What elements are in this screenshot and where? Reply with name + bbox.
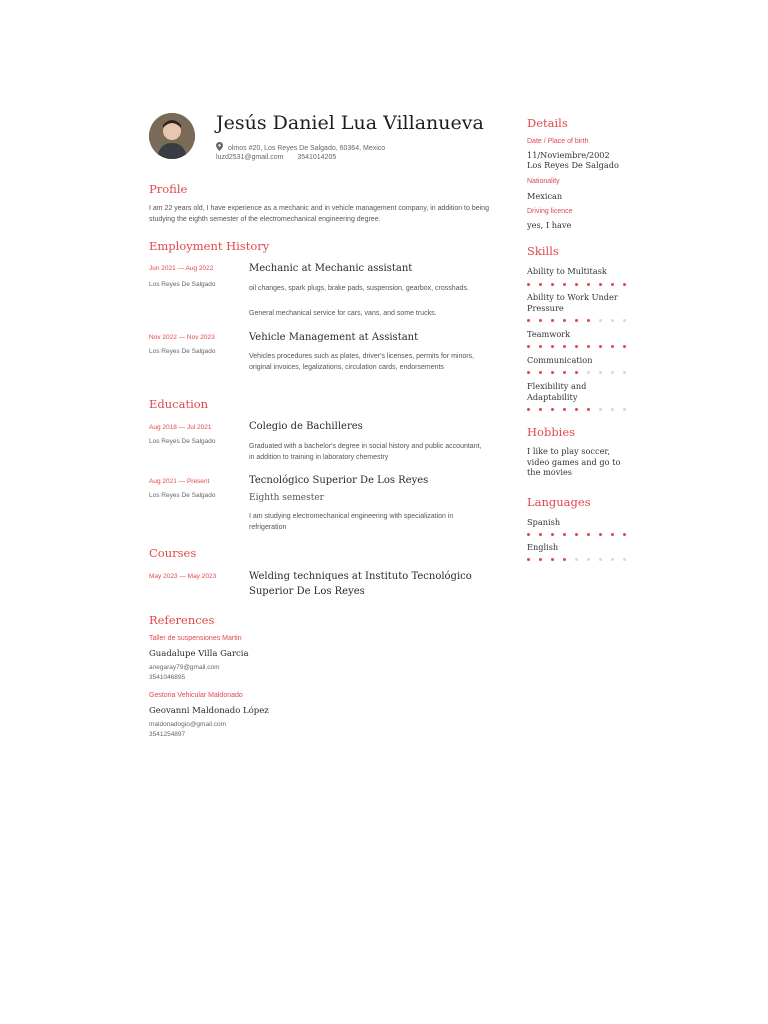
job-title: Mechanic at Mechanic assistant [249, 263, 413, 274]
hobbies-heading: Hobbies [527, 425, 576, 439]
level-dot [623, 533, 626, 536]
level-dot [575, 371, 578, 374]
language-name: English [527, 542, 559, 552]
level-dot [551, 319, 554, 322]
skill-level [527, 345, 627, 349]
level-dot [575, 408, 578, 411]
birth-date: 11/Noviembre/2002 [527, 150, 610, 160]
reference-phone: 3541046895 [149, 674, 186, 681]
reference-company: Taller de suspensiones Martin [149, 635, 242, 642]
level-dot [527, 319, 530, 322]
hobbies-text: I like to play soccer, video games and go to the movies [527, 446, 621, 477]
level-dot [599, 283, 602, 286]
level-dot [611, 345, 614, 348]
skill-name: Teamwork [527, 329, 571, 339]
reference-company: Gestoria Vehicular Maldonado [149, 692, 243, 699]
address-line [216, 142, 385, 152]
level-dot [527, 558, 530, 561]
employment-heading: Employment History [149, 239, 270, 253]
level-dot [623, 371, 626, 374]
job-description: Vehicles procedures such as plates, driver's licenses, permits for minors, original invoices, legalizations, circulation cards, endorsements [249, 353, 475, 371]
level-dot [539, 319, 542, 322]
licence-label: Driving licence [527, 208, 573, 215]
level-dot [527, 345, 530, 348]
level-dot [551, 371, 554, 374]
education-school: Colegio de Bachilleres [249, 421, 363, 432]
language-name: Spanish [527, 517, 561, 527]
courses-heading: Courses [149, 546, 197, 560]
skills-heading: Skills [527, 244, 559, 258]
level-dot [539, 533, 542, 536]
course-dates: May 2023 — May 2023 [149, 573, 217, 580]
phone-text: 3541014205 [297, 154, 337, 161]
level-dot [599, 533, 602, 536]
level-dot [611, 558, 614, 561]
level-dot [539, 283, 542, 286]
skill-level [527, 283, 627, 287]
job-description: oil changes, spark plugs, brake pads, suspension, gearbox, crosshads. [249, 285, 469, 292]
level-dot [623, 345, 626, 348]
language-level [527, 558, 627, 562]
level-dot [587, 558, 590, 561]
contact-line [216, 154, 336, 161]
level-dot [611, 408, 614, 411]
level-dot [539, 371, 542, 374]
reference-email: maldonadogio@gmail.com [149, 721, 227, 728]
level-dot [539, 558, 542, 561]
level-dot [599, 345, 602, 348]
level-dot [563, 283, 566, 286]
level-dot [623, 319, 626, 322]
level-dot [575, 283, 578, 286]
licence-value: yes, I have [527, 220, 572, 230]
course-title-cont: Superior De Los Reyes [249, 586, 365, 597]
skill-name: Flexibility and Adaptability [527, 381, 587, 402]
education-city: Los Reyes De Salgado [149, 492, 216, 499]
level-dot [527, 283, 530, 286]
skill-name: Communication [527, 355, 593, 365]
level-dot [551, 408, 554, 411]
job-description: General mechanical service for cars, vans, and some trucks. [249, 310, 437, 317]
avatar [149, 113, 195, 159]
reference-email: anegaray79@gmail.com [149, 664, 220, 671]
job-dates: Jun 2021 — Aug 2022 [149, 265, 214, 272]
level-dot [575, 319, 578, 322]
nationality-value: Mexican [527, 191, 563, 201]
languages-heading: Languages [527, 495, 591, 509]
level-dot [587, 408, 590, 411]
nationality-label: Nationality [527, 178, 560, 185]
level-dot [575, 345, 578, 348]
level-dot [587, 345, 590, 348]
education-school: Tecnológico Superior De Los Reyes [249, 475, 429, 486]
education-city: Los Reyes De Salgado [149, 438, 216, 445]
level-dot [539, 345, 542, 348]
level-dot [551, 558, 554, 561]
level-dot [527, 533, 530, 536]
level-dot [563, 408, 566, 411]
level-dot [563, 533, 566, 536]
level-dot [587, 319, 590, 322]
level-dot [563, 345, 566, 348]
level-dot [623, 283, 626, 286]
job-city: Los Reyes De Salgado [149, 348, 216, 355]
level-dot [527, 408, 530, 411]
level-dot [539, 408, 542, 411]
skill-level [527, 408, 627, 412]
job-dates: Nov 2022 — Nov 2023 [149, 334, 215, 341]
level-dot [599, 558, 602, 561]
reference-person: Guadalupe Villa Garcia [149, 649, 249, 659]
level-dot [551, 345, 554, 348]
job-city: Los Reyes De Salgado [149, 281, 216, 288]
level-dot [527, 371, 530, 374]
level-dot [587, 371, 590, 374]
location-pin-icon [216, 145, 228, 152]
education-dates: Aug 2018 — Jul 2021 [149, 424, 212, 431]
level-dot [587, 533, 590, 536]
reference-person: Geovanni Maldonado López [149, 706, 269, 716]
level-dot [599, 371, 602, 374]
level-dot [551, 283, 554, 286]
education-description: Graduated with a bachelor's degree in social history and public accountant, in addition to training in laboratory chemestry [249, 443, 482, 461]
skill-name: Ability to Multitask [527, 266, 607, 276]
education-subtitle: Eighth semester [249, 493, 324, 503]
level-dot [623, 558, 626, 561]
level-dot [563, 558, 566, 561]
skill-level [527, 371, 627, 375]
birth-label: Date / Place of birth [527, 138, 589, 145]
level-dot [575, 533, 578, 536]
level-dot [611, 371, 614, 374]
skill-name: Ability to Work Under Pressure [527, 292, 618, 313]
level-dot [599, 319, 602, 322]
job-title: Vehicle Management at Assistant [249, 332, 419, 343]
education-heading: Education [149, 397, 209, 411]
level-dot [587, 283, 590, 286]
education-description: I am studying electromechanical engineering with specialization in refrigeration [249, 513, 454, 531]
level-dot [611, 283, 614, 286]
level-dot [623, 408, 626, 411]
language-level [527, 533, 627, 537]
level-dot [563, 371, 566, 374]
level-dot [563, 319, 566, 322]
details-heading: Details [527, 116, 568, 130]
education-dates: Aug 2021 — Present [149, 478, 210, 485]
references-heading: References [149, 613, 215, 627]
level-dot [611, 319, 614, 322]
reference-phone: 3541254897 [149, 731, 186, 738]
full-name: Jesús Daniel Lua Villanueva [216, 112, 484, 134]
level-dot [551, 533, 554, 536]
course-title: Welding techniques at Instituto Tecnológico [249, 571, 472, 582]
profile-heading: Profile [149, 182, 188, 196]
birth-place: Los Reyes De Salgado [527, 160, 619, 170]
email-text: luzd2531@gmail.com [216, 154, 284, 161]
address-text: olmos #20, Los Reyes De Salgado, 60364, Mexico [227, 145, 386, 152]
level-dot [575, 558, 578, 561]
level-dot [599, 408, 602, 411]
profile-text: I am 22 years old, I have experience as a mechanic and in vehicle management company, in addition to being studying the eighth semester of the electromechanical engineering degree. [149, 205, 489, 223]
skill-level [527, 319, 627, 323]
level-dot [611, 533, 614, 536]
